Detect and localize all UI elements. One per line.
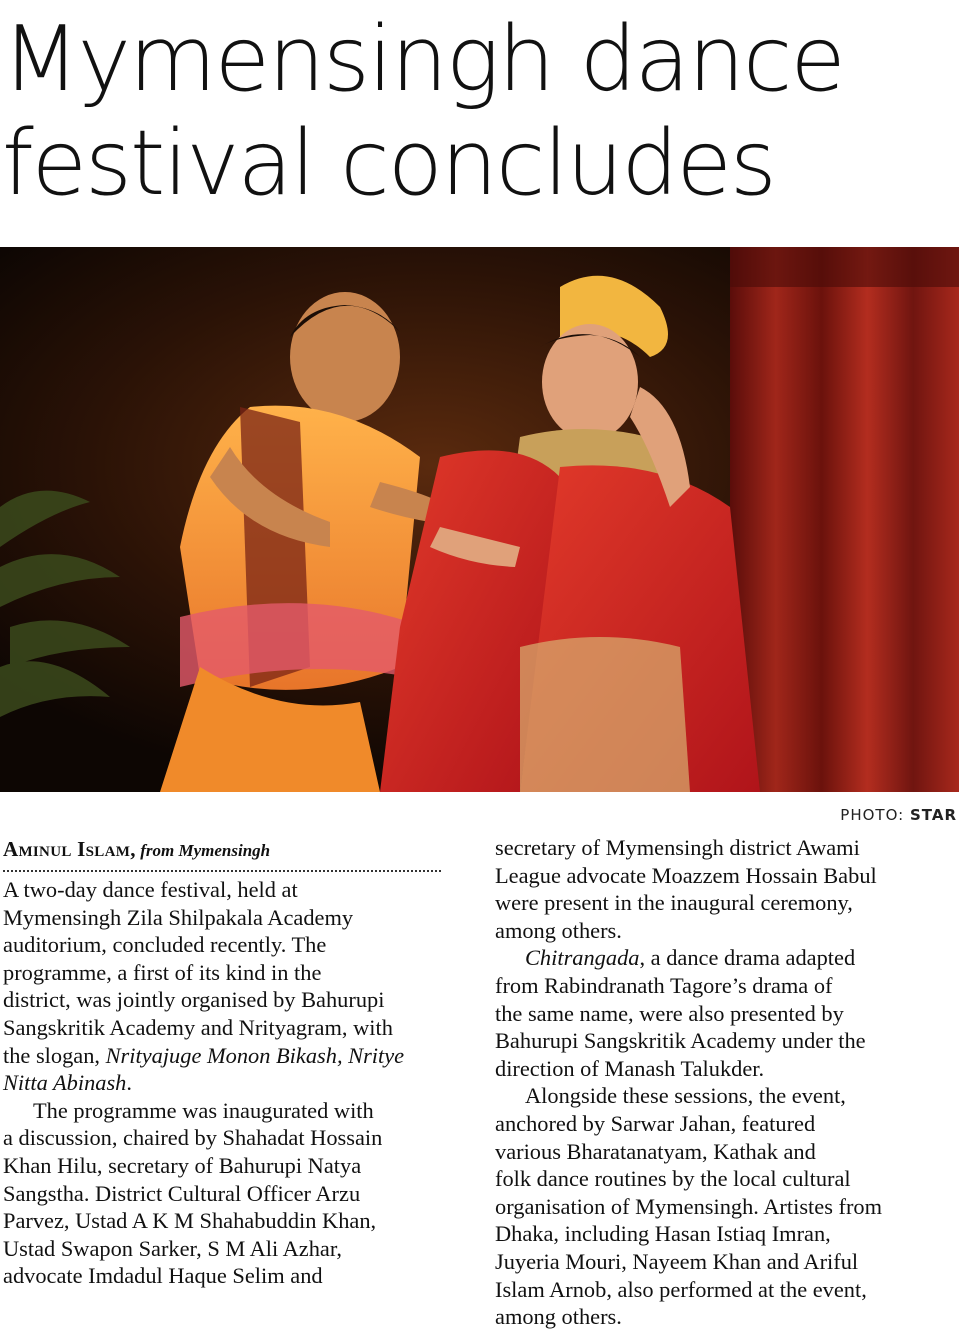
headline-line-2: festival concludes bbox=[2, 111, 775, 216]
byline-divider bbox=[3, 870, 441, 872]
text-line: anchored by Sarwar Jahan, featured bbox=[495, 1110, 816, 1136]
slogan-part-1: Nrityajuge Monon Bikash, Nritye bbox=[105, 1042, 405, 1068]
text-line: secretary of Mymensingh district Awami bbox=[495, 835, 860, 860]
text-line: Dhaka, including Hasan Istiaq Imran, bbox=[495, 1221, 831, 1247]
text-line: direction of Manash Talukder. bbox=[495, 1055, 765, 1081]
text-line: folk dance routines by the local cultural bbox=[495, 1166, 851, 1192]
text-line: Sangstha. District Cultural Officer Arzu bbox=[3, 1180, 361, 1206]
text-line: a discussion, chaired by Shahadat Hossain bbox=[3, 1125, 383, 1151]
text-line: among others. bbox=[495, 917, 622, 943]
paragraph-inauguration-cont bbox=[495, 834, 957, 944]
news-photo bbox=[0, 247, 959, 792]
text-line: among others. bbox=[495, 1304, 622, 1330]
text-line: programme, a first of its kind in the bbox=[3, 959, 322, 985]
text-line: the same name, were also presented by bbox=[495, 1000, 844, 1026]
text-line: League advocate Moazzem Hossain Babul bbox=[495, 862, 877, 888]
paragraph-inauguration bbox=[3, 1097, 473, 1290]
text-line: organisation of Mymensingh. Artistes from bbox=[495, 1193, 883, 1219]
text-line: A two-day dance festival, held at bbox=[3, 877, 298, 902]
byline bbox=[3, 836, 473, 864]
text-line: Islam Arnob, also performed at the event, bbox=[495, 1276, 867, 1302]
text-line: The programme was inaugurated with bbox=[33, 1097, 374, 1123]
drama-desc: , a dance drama adapted bbox=[639, 945, 856, 971]
byline-location: from Mymensingh bbox=[140, 841, 271, 860]
text-line: from Rabindranath Tagore’s drama of bbox=[495, 972, 833, 998]
paragraph-chitrangada bbox=[495, 944, 957, 1082]
text-line: Ustad Swapon Sarker, S M Ali Azhar, bbox=[3, 1235, 343, 1261]
slogan-part-2: Nitta Abinash bbox=[3, 1070, 127, 1096]
text-line bbox=[3, 1069, 473, 1097]
paragraph-sessions bbox=[495, 1082, 957, 1330]
text-line: were present in the inaugural ceremony, bbox=[495, 890, 853, 916]
text-line: Parvez, Ustad A K M Shahabuddin Khan, bbox=[3, 1208, 377, 1234]
photo-credit-source: STAR bbox=[909, 806, 957, 824]
drama-title: Chitrangada bbox=[525, 945, 640, 971]
text-line: Mymensingh Zila Shilpakala Academy bbox=[3, 904, 354, 930]
photo-credit bbox=[840, 806, 957, 824]
slogan-end: . bbox=[126, 1070, 132, 1096]
text-line: district, was jointly organised by Bahurupi bbox=[3, 987, 385, 1013]
text-line: advocate Imdadul Haque Selim and bbox=[3, 1263, 323, 1289]
article-column-1 bbox=[3, 836, 473, 1290]
text-line: Sangskritik Academy and Nrityagram, with bbox=[3, 1014, 393, 1040]
text-line bbox=[495, 944, 957, 972]
text-line: Bahurupi Sangskritik Academy under the bbox=[495, 1028, 866, 1054]
article-column-2 bbox=[495, 834, 957, 1331]
slogan-prefix: the slogan, bbox=[3, 1042, 106, 1068]
text-line: Juyeria Mouri, Nayeem Khan and Ariful bbox=[495, 1248, 859, 1274]
byline-author: Aminul Islam, bbox=[3, 837, 136, 861]
paragraph-intro bbox=[3, 876, 473, 1097]
text-line bbox=[3, 1042, 473, 1070]
text-line: various Bharatanatyam, Kathak and bbox=[495, 1138, 816, 1164]
headline bbox=[2, 8, 952, 216]
text-line: Alongside these sessions, the event, bbox=[525, 1083, 846, 1109]
headline-line-1: Mymensingh dance bbox=[2, 7, 844, 112]
text-line: auditorium, concluded recently. The bbox=[3, 932, 327, 958]
text-line: Khan Hilu, secretary of Bahurupi Natya bbox=[3, 1152, 362, 1178]
photo-credit-label: PHOTO: bbox=[840, 806, 905, 824]
